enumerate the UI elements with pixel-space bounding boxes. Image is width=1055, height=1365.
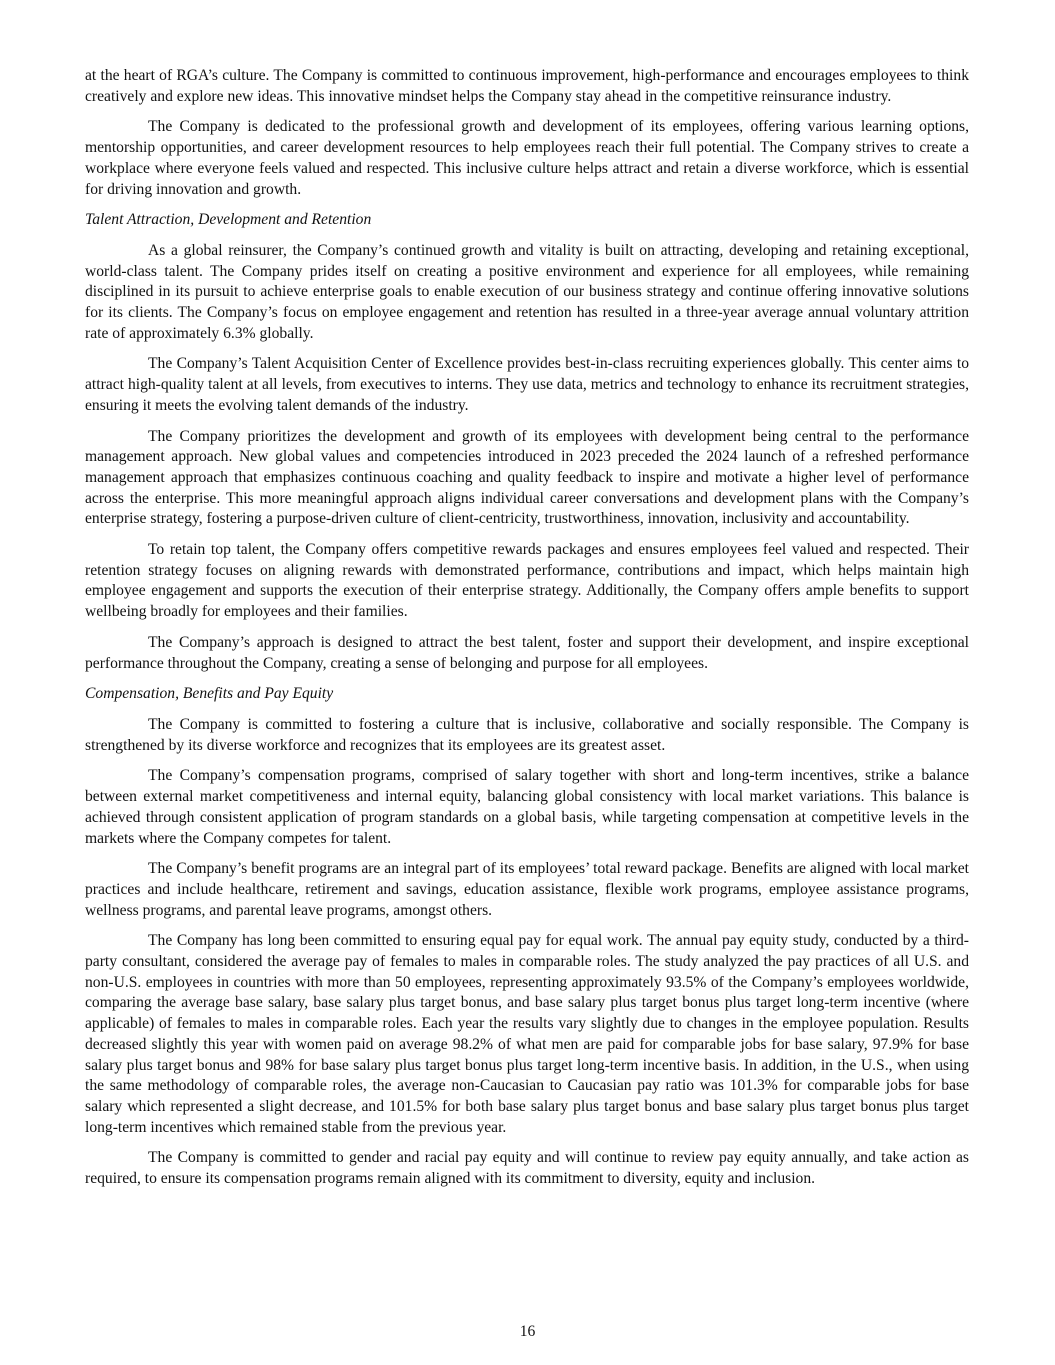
document-page xyxy=(85,66,969,1200)
paragraph-professional-growth: The Company is dedicated to the professional growth and development of its employees, offering various learning options, mentorship opportunities, and career development resources to help employees reach their full potential. The Company strives to create a workplace where everyone feels valued and respected. This inclusive culture helps attract and retain a diverse workforce, which is essential for driving innovation and growth. xyxy=(85,118,969,198)
section-heading-talent: Talent Attraction, Development and Retention xyxy=(85,211,372,229)
paragraph-compensation-programs: The Company’s compensation programs, comprised of salary together with short and long-term incentives, strike a balance between external market competitiveness and internal equity, balancing global consistency with local market variations. This balance is achieved through consistent application of program standards on a global basis, while targeting compensation at competitive levels in the markets where the Company competes for talent. xyxy=(85,767,969,847)
paragraph-equal-pay: The Company has long been committed to ensuring equal pay for equal work. The annual pay equity study, conducted by a third-party consultant, considered the average pay of females to males in comparable roles. The study analyzed the pay practices of all U.S. and non-U.S. employees in countries with more than 50 employees, representing approximately 93.5% of the Company’s employees worldwide, comparing the average base salary, base salary plus target bonus, and base salary plus target bonus plus target long-term incentive (where applicable) of females to males in comparable roles. Each year the results vary slightly due to changes in the employee population. Results decreased slightly this year with women paid on average 98.2% of what men are paid for comparable jobs for base salary, 97.9% for base salary plus target bonus and 98% for base salary plus target bonus plus target long-term incentive basis. In addition, in the U.S., when using the same methodology of comparable roles, the average non-Caucasian to Caucasian pay ratio was 101.3% for comparable jobs for base salary which represented a slight decrease, and 101.5% for both base salary plus target bonus and base salary plus target bonus plus target long-term incentives which remained stable from the previous year. xyxy=(85,932,969,1136)
paragraph-talent-acquisition: The Company’s Talent Acquisition Center of Excellence provides best-in-class recruiting experiences globally. This center aims to attract high-quality talent at all levels, from executives to interns. They use data, metrics and technology to enhance its recruitment strategies, ensuring it meets the evolving talent demands of the industry. xyxy=(85,355,969,414)
paragraph-global-reinsurer: As a global reinsurer, the Company’s continued growth and vitality is built on attracting, developing and retaining exceptional, world-class talent. The Company prides itself on creating a positive environment and experience for all employees, while remaining disciplined in its pursuit to achieve enterprise goals to enable execution of our business strategy and continue offering innovative solutions for its clients. The Company’s focus on employee engagement and retention has resulted in a three-year average annual voluntary attrition rate of approximately 6.3% globally. xyxy=(85,241,969,342)
paragraph-culture-continued: at the heart of RGA’s culture. The Company is committed to continuous improvement, high-performance and encourages employees to think creatively and explore new ideas. This innovative mindset helps the Company stay ahead in the competitive reinsurance industry. xyxy=(85,67,969,105)
paragraph-inclusive-culture: The Company is committed to fostering a culture that is inclusive, collaborative and socially responsible. The Company is strengthened by its diverse workforce and recognizes that its employees are its greatest asset. xyxy=(85,715,969,754)
section-heading-compensation: Compensation, Benefits and Pay Equity xyxy=(85,685,334,703)
paragraph-pay-equity-commitment: The Company is committed to gender and racial pay equity and will continue to review pay equity annually, and take action as required, to ensure its compensation programs remain aligned with its commitment to diversity, equity and inclusion. xyxy=(85,1149,969,1188)
paragraph-benefit-programs: The Company’s benefit programs are an integral part of its employees’ total reward package. Benefits are aligned with local market practices and include healthcare, retirement and savings, education assistance, flexible work programs, employee assistance programs, wellness programs, and parental leave programs, amongst others. xyxy=(85,860,969,919)
page-number: 16 xyxy=(519,1323,536,1340)
paragraph-retention: To retain top talent, the Company offers competitive rewards packages and ensures employees feel valued and respected. Their retention strategy focuses on aligning rewards with demonstrated performance, contributions and impact, which helps maintain high employee engagement and supports the execution of their enterprise strategy. Additionally, the Company offers ample benefits to support wellbeing broadly for employees and their families. xyxy=(85,541,969,621)
paragraph-approach: The Company’s approach is designed to attract the best talent, foster and support their development, and inspire exceptional performance throughout the Company, creating a sense of belonging and purpose for all employees. xyxy=(85,633,969,672)
paragraph-development: The Company prioritizes the development and growth of its employees with development being central to the performance management approach. New global values and competencies introduced in 2023 preceded the 2024 launch of a refreshed performance management approach that emphasizes continuous coaching and quality feedback to inspire and motivate a higher level of performance across the enterprise. This more meaningful approach aligns individual career conversations and development plans with the Company’s enterprise strategy, fostering a purpose-driven culture of client-centricity, trustworthiness, innovation, inclusivity and accountability. xyxy=(85,427,969,528)
